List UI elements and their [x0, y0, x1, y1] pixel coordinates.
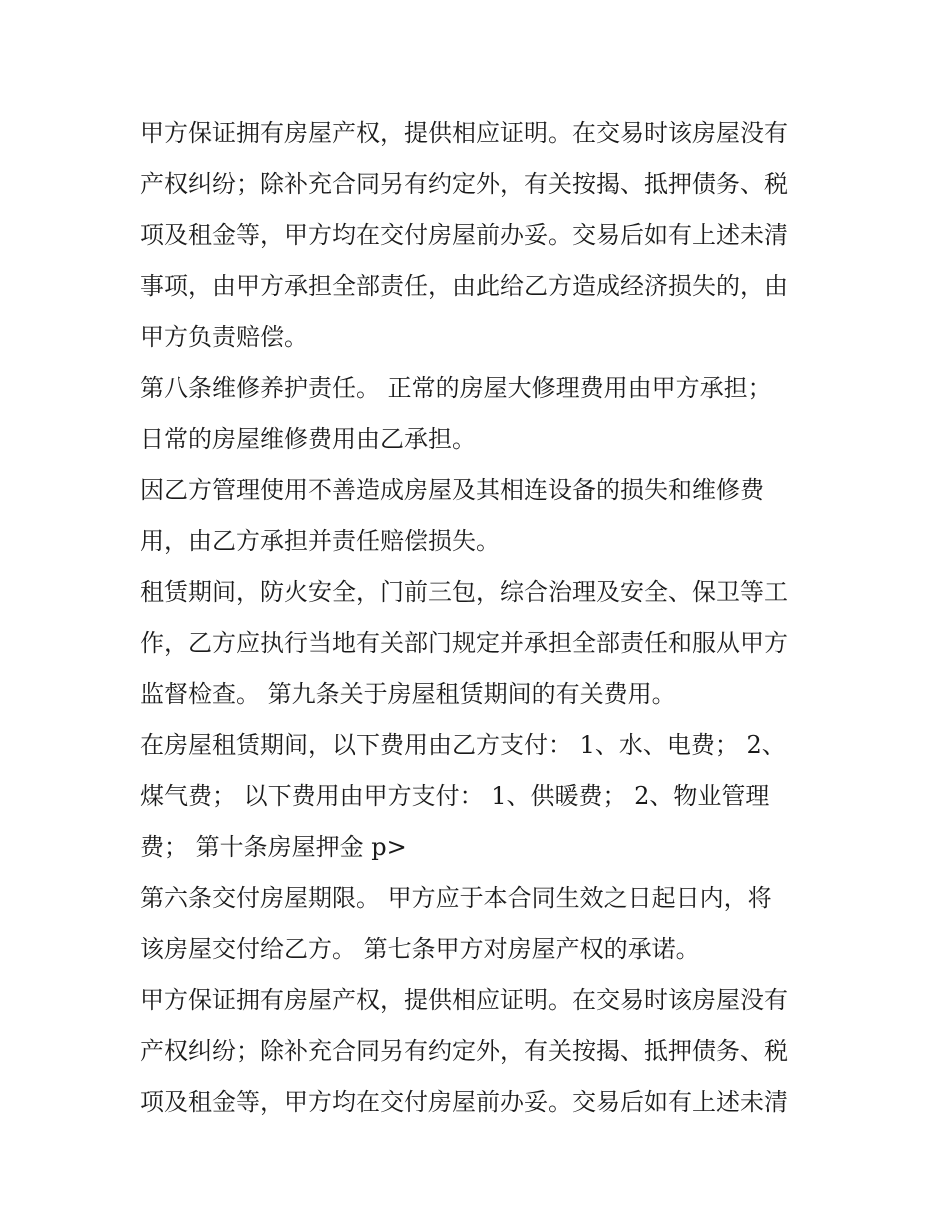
- text-line: 产权纠纷；除补充合同另有约定外，有关按揭、抵押债务、税: [140, 1037, 788, 1065]
- text-line: 事项，由甲方承担全部责任，由此给乙方造成经济损失的，由: [140, 272, 788, 300]
- text-line: 监督检查。 第九条关于房屋租赁期间的有关费用。: [140, 680, 676, 708]
- text-line: 甲方保证拥有房屋产权，提供相应证明。在交易时该房屋没有: [140, 986, 788, 1014]
- text-line: 项及租金等，甲方均在交付房屋前办妥。交易后如有上述未清: [140, 221, 788, 249]
- document-body: [140, 108, 820, 1128]
- text-line: 产权纠纷；除补充合同另有约定外，有关按揭、抵押债务、税: [140, 170, 788, 198]
- text-line: 第六条交付房屋期限。 甲方应于本合同生效之日起日内，将: [140, 884, 772, 912]
- text-line: 在房屋租赁期间，以下费用由乙方支付： 1、水、电费； 2、: [140, 731, 786, 759]
- text-line: 费； 第十条房屋押金 p>: [140, 833, 407, 861]
- text-line: 用，由乙方承担并责任赔偿损失。: [140, 527, 500, 555]
- text-line: 作，乙方应执行当地有关部门规定并承担全部责任和服从甲方: [140, 629, 788, 657]
- text-line: 因乙方管理使用不善造成房屋及其相连设备的损失和维修费: [140, 476, 764, 504]
- text-line: 煤气费； 以下费用由甲方支付： 1、供暖费； 2、物业管理: [140, 782, 770, 810]
- text-line: 甲方负责赔偿。: [140, 323, 308, 351]
- text-line: 租赁期间，防火安全，门前三包，综合治理及安全、保卫等工: [140, 578, 788, 606]
- text-line: 日常的房屋维修费用由乙承担。: [140, 425, 476, 453]
- text-line: 甲方保证拥有房屋产权，提供相应证明。在交易时该房屋没有: [140, 119, 788, 147]
- text-line: 项及租金等，甲方均在交付房屋前办妥。交易后如有上述未清: [140, 1088, 788, 1116]
- text-line: 该房屋交付给乙方。 第七条甲方对房屋产权的承诺。: [140, 935, 700, 963]
- text-line: 第八条维修养护责任。 正常的房屋大修理费用由甲方承担；: [140, 374, 772, 402]
